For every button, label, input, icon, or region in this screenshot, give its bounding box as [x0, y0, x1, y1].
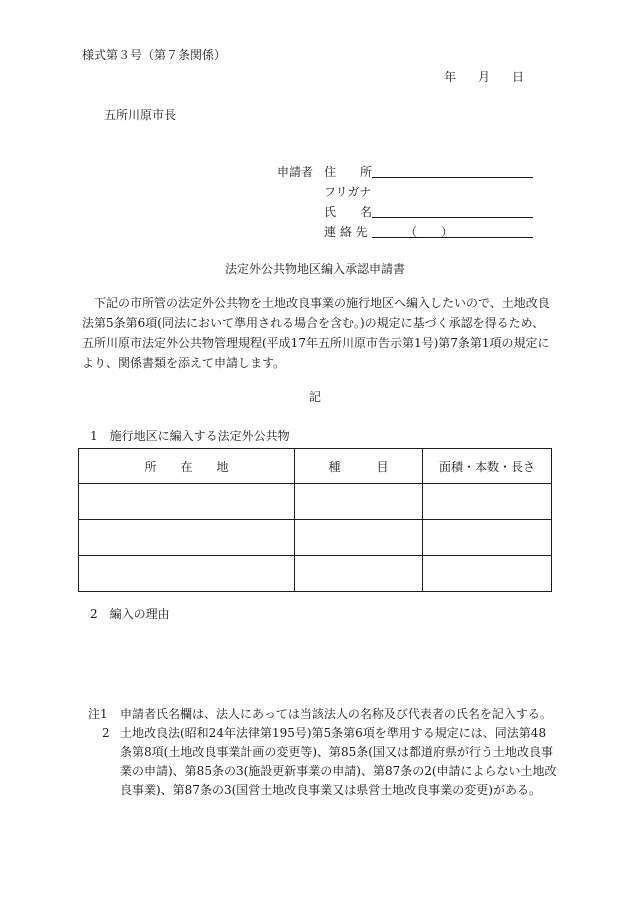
contact-label: 連 絡 先 — [324, 225, 368, 239]
application-body-text: 下記の市所管の法定外公共物を土地改良事業の施行地区へ編入したいので、土地改良法第5条第6項(同法において準用される場合を含む。)の規定に基づく承認を得るため、五所川原市法定外公共物管理規程(平成17年五所川原市告示第1号)第7条第1項の規定により、関係書類を添えて申請します。 — [82, 296, 550, 370]
column-header-quantity: 面積・本数・長さ — [423, 449, 552, 484]
ki-heading: 記 — [308, 390, 321, 404]
quantity-cell[interactable] — [423, 520, 552, 556]
note-text: 土地改良法(昭和24年法律第195号)第5条第6項を準用する規定には、同法第48条第8項(土地改良事業計画の変更等)、第85条(国又は都道府県が行う土地改良事業の申請)、第85条の3(施設更新事業の申請)、第87条の2(申請によらない土地改良事業)、第87条の3(国営土地改良事業又は県営土地改良事業の変更)がある。 — [120, 726, 557, 797]
notes-block — [88, 705, 558, 800]
name-field[interactable] — [372, 217, 533, 218]
quantity-cell[interactable] — [423, 556, 552, 592]
note-marker: 2 — [102, 726, 110, 740]
note-text: 申請者氏名欄は、法人にあっては当該法人の名称及び代表者の氏名を記入する。 — [120, 707, 552, 721]
column-header-type: 種 目 — [295, 449, 423, 484]
applicant-role-label: 申請者 — [277, 165, 314, 179]
public-property-table — [78, 448, 552, 592]
address-field[interactable] — [372, 177, 533, 178]
section2-heading: 2 編入の理由 — [90, 607, 170, 621]
section1-heading: 1 施行地区に編入する法定外公共物 — [90, 429, 290, 443]
type-cell[interactable] — [295, 520, 423, 556]
column-header-location: 所 在 地 — [79, 449, 295, 484]
application-body — [82, 293, 552, 373]
quantity-cell[interactable] — [423, 484, 552, 520]
furigana-label: フリガナ — [324, 185, 372, 199]
table-header-row — [79, 449, 552, 484]
table-row — [79, 520, 552, 556]
name-label: 氏 名 — [324, 205, 373, 219]
location-cell[interactable] — [79, 556, 295, 592]
document-title: 法定外公共物地区編入承認申請書 — [224, 262, 405, 276]
table-row — [79, 484, 552, 520]
addressee: 五所川原市長 — [104, 108, 177, 122]
contact-area-code-parens: （ ） — [405, 225, 454, 239]
type-cell[interactable] — [295, 484, 423, 520]
date-year-label: 年 — [444, 70, 457, 84]
form-number: 様式第３号（第７条関係） — [82, 48, 227, 62]
location-cell[interactable] — [79, 484, 295, 520]
table-row — [79, 556, 552, 592]
address-label: 住 所 — [324, 165, 373, 179]
note-item — [88, 724, 558, 800]
note-marker: 注1 — [88, 707, 108, 721]
location-cell[interactable] — [79, 520, 295, 556]
note-item — [88, 705, 558, 724]
date-line — [444, 68, 524, 85]
date-day-label: 日 — [512, 70, 525, 84]
type-cell[interactable] — [295, 556, 423, 592]
date-month-label: 月 — [478, 70, 491, 84]
